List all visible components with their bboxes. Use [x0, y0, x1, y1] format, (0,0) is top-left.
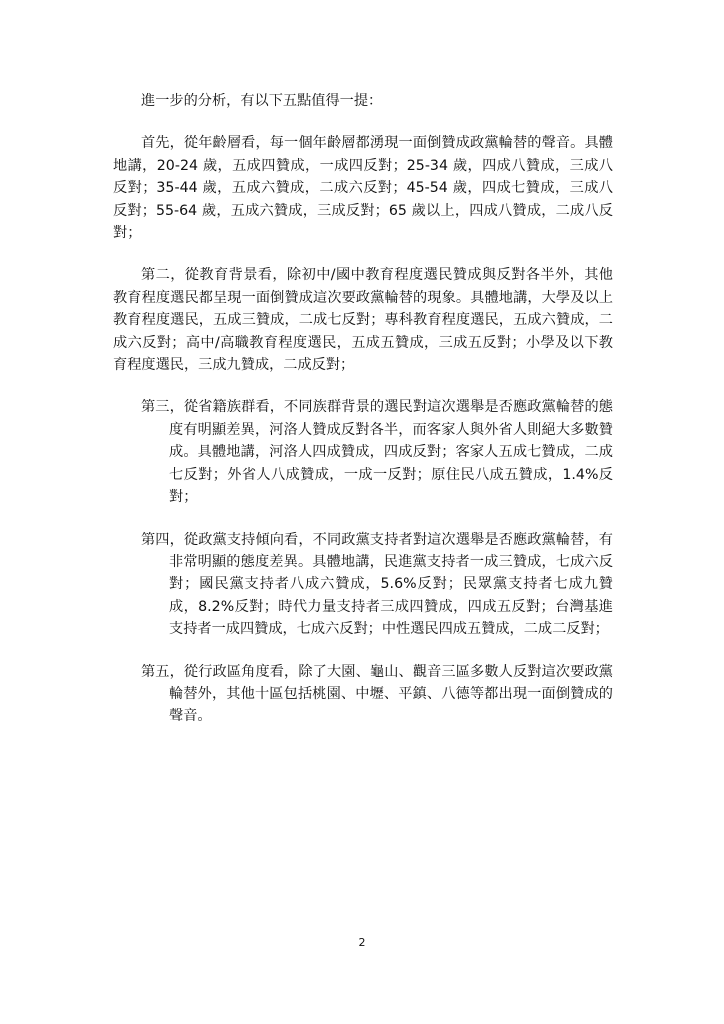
- paragraph-age: 首先，從年齡層看，每一個年齡層都湧現一面倒贊成政黨輪替的聲音。具體地講，20-24 歲，五成四贊成，一成四反對；25-34 歲，四成八贊成，三成八反對；35-44 歲，五成六贊成，二成六反對；45-54 歲，四成七贊成，三成八反對；55-64 歲，五成六贊成，三成反對；65 歲以上，四成八贊成，二成八反對；: [113, 135, 613, 242]
- point-district: 第五，從行政區角度看，除了大園、龜山、觀音三區多數人反對這次要政黨輪替外，其他十區包括桃園、中壢、平鎮、八德等都出現一面倒贊成的聲音。: [141, 663, 613, 725]
- page-number: 2: [358, 936, 366, 949]
- point-ethnicity: 第三，從省籍族群看，不同族群背景的選民對這次選舉是否應政黨輪替的態度有明顯差異，河洛人贊成反對各半，而客家人與外省人則絕大多數贊成。具體地講，河洛人四成贊成，四成反對；客家人五成七贊成，二成七反對；外省人八成贊成，一成一反對；原住民八成五贊成，1.4%反對；: [141, 399, 613, 506]
- document-body: [113, 90, 613, 748]
- paragraph-education: 第二，從教育背景看，除初中/國中教育程度選民贊成與反對各半外，其他教育程度選民都呈現一面倒贊成這次要政黨輪替的現象。具體地講，大學及以上教育程度選民，五成三贊成，二成七反對；專科教育程度選民，五成六贊成，二成六反對；高中/高職教育程度選民，五成五贊成，三成五反對；小學及以下教育程度選民，三成九贊成，二成反對；: [113, 267, 613, 374]
- intro-paragraph: 進一步的分析，有以下五點值得一提：: [141, 93, 383, 109]
- point-party-support: 第四，從政黨支持傾向看，不同政黨支持者對這次選舉是否應政黨輪替，有非常明顯的態度差異。具體地講，民進黨支持者一成三贊成，七成六反對；國民黨支持者八成六贊成，5.6%反對；民眾黨支持者七成九贊成，8.2%反對；時代力量支持者三成四贊成，四成五反對；台灣基進支持者一成四贊成，七成六反對；中性選民四成五贊成，二成二反對；: [141, 531, 613, 638]
